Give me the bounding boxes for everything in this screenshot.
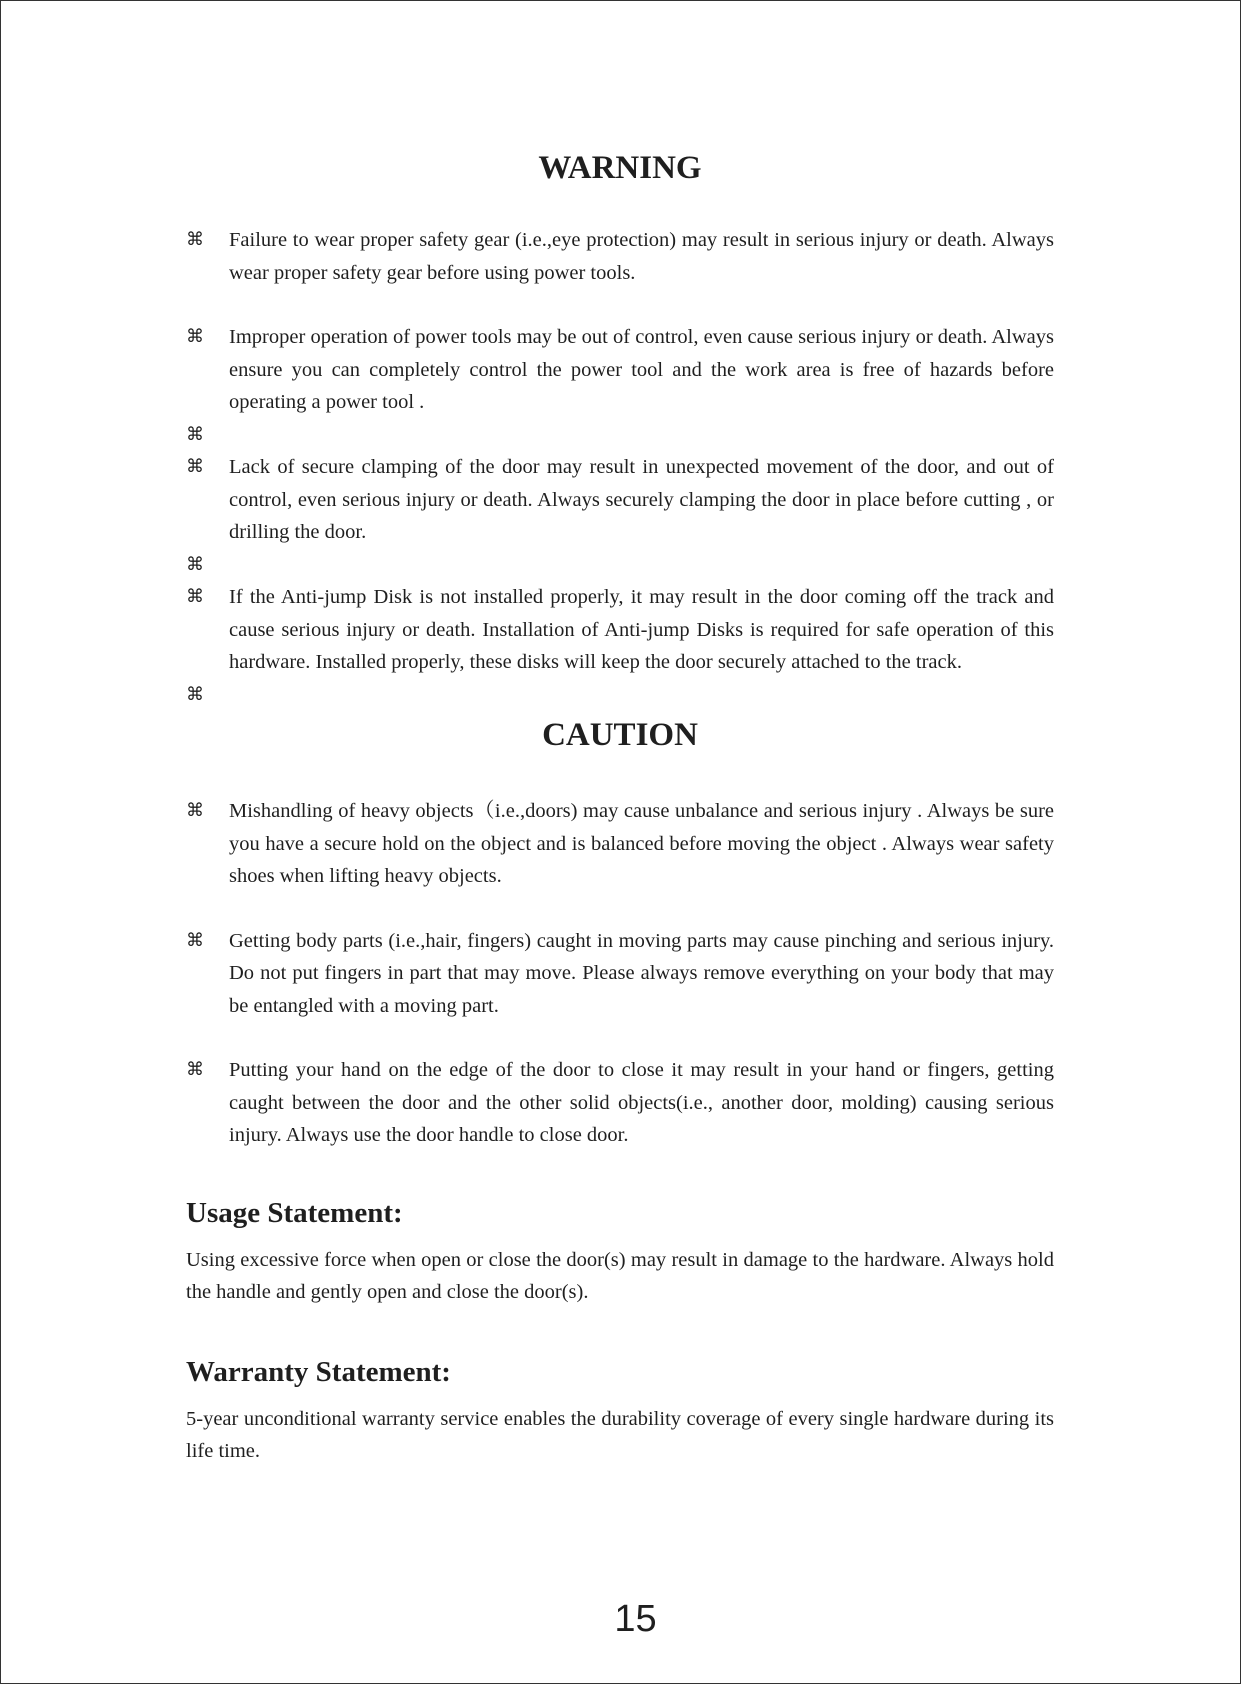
warning-empty-bullet [186, 679, 1054, 712]
warning-item-power-tools [186, 321, 1054, 419]
caution-item-text: Putting your hand on the edge of the door to close it may result in your hand or fingers, getting caught between the door and the other solid objects(i.e., another door, molding) causing serious injury. Always use the door handle to close door. [229, 1059, 1054, 1146]
command-symbol-icon: ⌘ [186, 326, 204, 347]
command-symbol-icon: ⌘ [186, 929, 204, 951]
caution-item-heavy-objects [186, 795, 1054, 893]
command-symbol-icon: ⌘ [186, 553, 204, 575]
caution-item-door-edge [186, 1054, 1054, 1152]
caution-item-text: Mishandling of heavy objects（i.e.,doors) may cause unbalance and serious injury . Always be sure you have a secure hold on the object and is balanced before moving the object . Always wear safety shoes when lifting heavy objects. [229, 800, 1054, 887]
warning-item-text: If the Anti-jump Disk is not installed properly, it may result in the door coming off the track and cause serious injury or death. Installation of Anti-jump Disks is required for safe operation of this hardware. Installed properly, these disks will keep the door securely attached to the track. [229, 586, 1054, 673]
warning-item-clamping [186, 451, 1054, 549]
command-symbol-icon: ⌘ [186, 586, 204, 607]
caution-item-text: Getting body parts (i.e.,hair, fingers) caught in moving parts may cause pinching and serious injury. Do not put fingers in part that may move. Please always remove everything on your body that may be entangled with a moving part. [229, 929, 1054, 1017]
command-symbol-icon: ⌘ [186, 683, 204, 705]
warning-item-text: Improper operation of power tools may be out of control, even cause serious injury or death. Always ensure you can completely control the power tool and the work area is free of hazards before operating a power tool . [229, 326, 1054, 413]
warranty-statement-text: 5-year unconditional warranty service enables the durability coverage of every single hardware during its life time. [186, 1407, 1054, 1462]
caution-title: CAUTION [542, 717, 698, 753]
warning-item-safety-gear [186, 224, 1054, 289]
warning-item-text: Lack of secure clamping of the door may result in unexpected movement of the door, and out of control, even serious injury or death. Always securely clamping the door in place before cutting , or drilling the door. [229, 456, 1054, 543]
command-symbol-icon: ⌘ [186, 229, 204, 250]
warning-item-anti-jump-disk [186, 581, 1054, 679]
command-symbol-icon: ⌘ [186, 800, 204, 821]
command-symbol-icon: ⌘ [186, 1059, 204, 1080]
command-symbol-icon: ⌘ [186, 423, 204, 445]
warning-empty-bullet [186, 549, 1054, 582]
usage-statement-heading: Usage Statement: [186, 1196, 403, 1229]
warning-empty-bullet [186, 419, 1054, 452]
warning-item-text: Failure to wear proper safety gear (i.e.,eye protection) may result in serious injury or death. Always wear proper safety gear before using power tools. [229, 229, 1054, 284]
warranty-statement-heading: Warranty Statement: [186, 1355, 451, 1388]
command-symbol-icon: ⌘ [186, 456, 204, 477]
warning-list [186, 224, 1054, 711]
warning-title: WARNING [538, 150, 702, 186]
page-number: 15 [614, 1598, 657, 1640]
page-content [186, 150, 1054, 1468]
usage-statement-text: Using excessive force when open or close the door(s) may result in damage to the hardware. Always hold the handle and gently open and close the door(s). [186, 1248, 1054, 1303]
caution-item-body-parts [186, 925, 1054, 1023]
caution-list [186, 795, 1054, 1152]
